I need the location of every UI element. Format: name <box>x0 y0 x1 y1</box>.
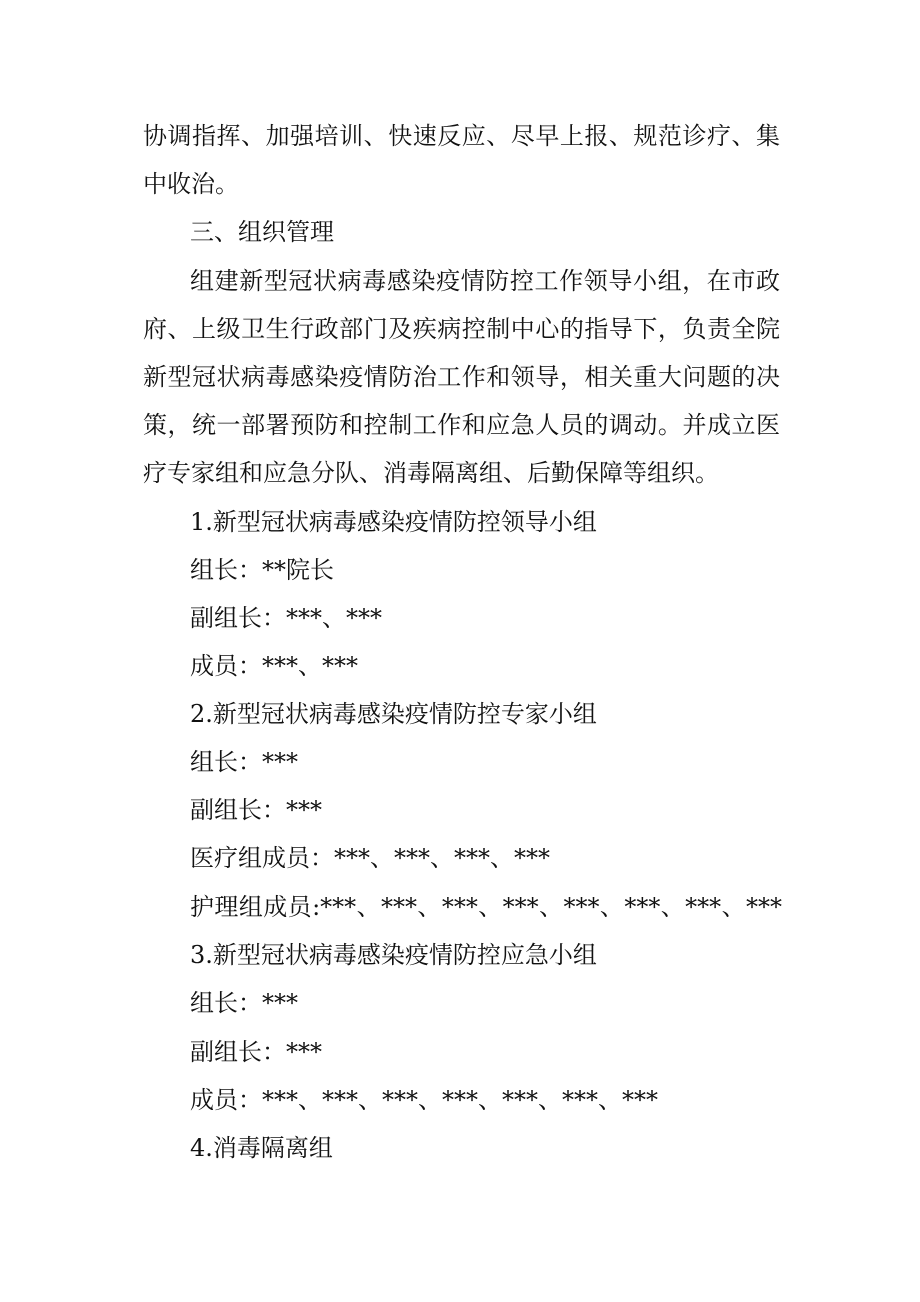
group-member-line: 成员：***、*** <box>190 652 358 680</box>
paragraph-line: 协调指挥、加强培训、快速反应、尽早上报、规范诊疗、集 <box>143 122 780 150</box>
group-member-line: 副组长：*** <box>190 796 322 824</box>
paragraph-line: 疗专家组和应急分队、消毒隔离组、后勤保障等组织。 <box>143 459 719 487</box>
group-member-line: 护理组成员:***、***、***、***、***、***、***、*** <box>190 893 782 921</box>
section-heading: 三、组织管理 <box>190 218 334 246</box>
paragraph-line: 府、上级卫生行政部门及疾病控制中心的指导下，负责全院 <box>143 315 780 343</box>
group-title: 3.新型冠状病毒感染疫情防控应急小组 <box>190 941 597 969</box>
group-title: 2.新型冠状病毒感染疫情防控专家小组 <box>190 700 597 728</box>
group-title: 1.新型冠状病毒感染疫情防控领导小组 <box>190 508 597 536</box>
paragraph-line: 策，统一部署预防和控制工作和应急人员的调动。并成立医 <box>143 411 780 439</box>
group-title: 4.消毒隔离组 <box>190 1134 333 1162</box>
group-member-line: 医疗组成员：***、***、***、*** <box>190 844 550 872</box>
group-member-line: 组长：**院长 <box>190 556 334 584</box>
group-member-line: 成员：***、***、***、***、***、***、*** <box>190 1086 658 1114</box>
group-member-line: 组长：*** <box>190 989 298 1017</box>
group-member-line: 副组长：*** <box>190 1038 322 1066</box>
paragraph-line: 新型冠状病毒感染疫情防治工作和领导，相关重大问题的决 <box>143 363 780 391</box>
group-member-line: 组长：*** <box>190 748 298 776</box>
paragraph-line: 组建新型冠状病毒感染疫情防控工作领导小组，在市政 <box>190 267 780 295</box>
group-member-line: 副组长：***、*** <box>190 604 382 632</box>
paragraph-line: 中收治。 <box>143 170 239 198</box>
